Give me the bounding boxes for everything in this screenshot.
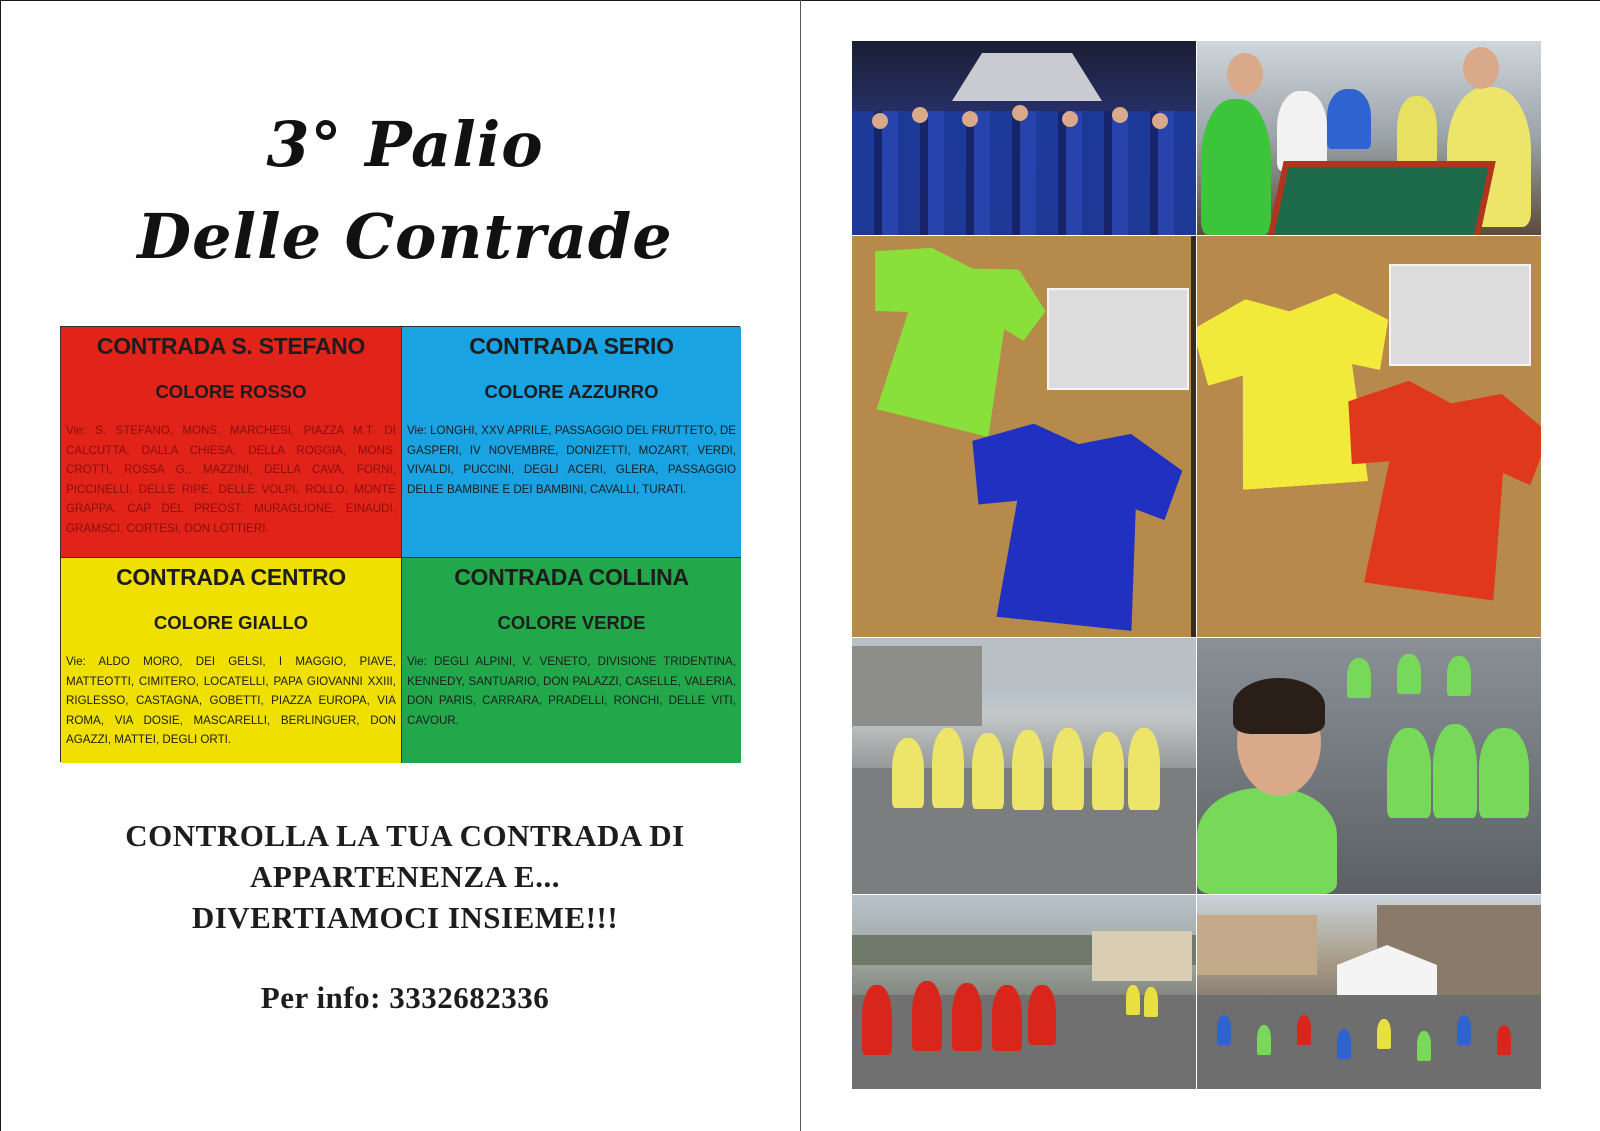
contrada-name: CONTRADA COLLINA bbox=[454, 564, 689, 590]
contrada-name: CONTRADA CENTRO bbox=[116, 564, 346, 590]
contrade-grid bbox=[60, 326, 740, 762]
contrada-streets: Vie: DEGLI ALPINI, V. VENETO, DIVISIONE TRIDENTINA, KENNEDY, SANTUARIO, DON PALAZZI, CASELLE, VALERIA, DON PARIS, CARRARA, PRADELLI, RONCHI, DELLE VITI, CAVOUR. bbox=[407, 655, 736, 727]
contrada-color-label: COLORE GIALLO bbox=[153, 612, 309, 633]
photo-foosball bbox=[1197, 41, 1541, 235]
photo-tug-of-war bbox=[852, 895, 1196, 1089]
photo-shirts-yellow-red bbox=[1197, 236, 1541, 637]
contrada-name: CONTRADA SERIO bbox=[469, 333, 674, 359]
contrada-streets: Vie: ALDO MORO, DEI GELSI, I MAGGIO, PIAVE, MATTEOTTI, CIMITERO, LOCATELLI, PAPA GIOVANNI XXIII, RIGLESSO, CASTAGNA, GOBETTI, PIAZZA EUROPA, VIA ROMA, VIA DOSIE, MASCARELLI, BERLINGUER, DON AGAZZI, MATTEI, DEGLI ORTI. bbox=[66, 655, 396, 746]
contrada-streets: Vie: LONGHI, XXV APRILE, PASSAGGIO DEL FRUTTETO, DE GASPERI, IV NOVEMBRE, DONIZETTI, MOZART, VERDI, VIVALDI, PUCCINI, DEGLI ACERI, GLERA, PASSAGGIO DELLE BAMBINE E DEI BAMBINI, CAVALLI, TURATI. bbox=[407, 424, 736, 496]
cta-line-3: DIVERTIAMOCI INSIEME!!! bbox=[191, 900, 619, 935]
photo-kids-yellow-shirts bbox=[852, 638, 1196, 894]
cta-line-2: APPARTENENZA E... bbox=[250, 859, 560, 894]
contrada-santo-stefano bbox=[61, 327, 402, 558]
contrada-name: CONTRADA S. STEFANO bbox=[96, 333, 366, 359]
contrada-color-label: COLORE VERDE bbox=[497, 612, 646, 633]
photo-crowd-blue-team bbox=[852, 41, 1196, 235]
contrada-streets: Vie: S. STEFANO, MONS. MARCHESI, PIAZZA M.T. DI CALCUTTA, DALLA CHIESA, DELLA ROGGIA, MONS. CROTTI, ROSSA G., MAZZINI, DELLA CAVA, FORNI, PICCINELLI, DELLE RIPE, DELLE VOLPI, ROLLO, MONTE GRAPPA, CAP DEL PREOST, MURAGLIONE, EINAUDI, GRAMSCI, CORTESI, DON LOTTIERI. bbox=[66, 424, 396, 535]
contrada-color-label: COLORE ROSSO bbox=[155, 381, 307, 402]
photo-selfie-green-team bbox=[1197, 638, 1541, 894]
contrada-serio bbox=[402, 327, 741, 558]
contrada-collina bbox=[402, 558, 741, 763]
photo-square-overview bbox=[1197, 895, 1541, 1089]
info-phone: Per info: 3332682336 bbox=[260, 980, 550, 1015]
contrada-centro bbox=[61, 558, 402, 763]
page-fold-divider bbox=[800, 0, 801, 1131]
cta-line-1: CONTROLLA LA TUA CONTRADA DI bbox=[125, 818, 685, 853]
title-line-2: Delle Contrade bbox=[137, 200, 673, 273]
contrada-color-label: COLORE AZZURRO bbox=[484, 381, 659, 402]
frame-left-border bbox=[0, 0, 1, 1131]
photo-shirts-green-blue bbox=[852, 236, 1196, 637]
title-line-1: 3° Palio bbox=[266, 108, 544, 181]
